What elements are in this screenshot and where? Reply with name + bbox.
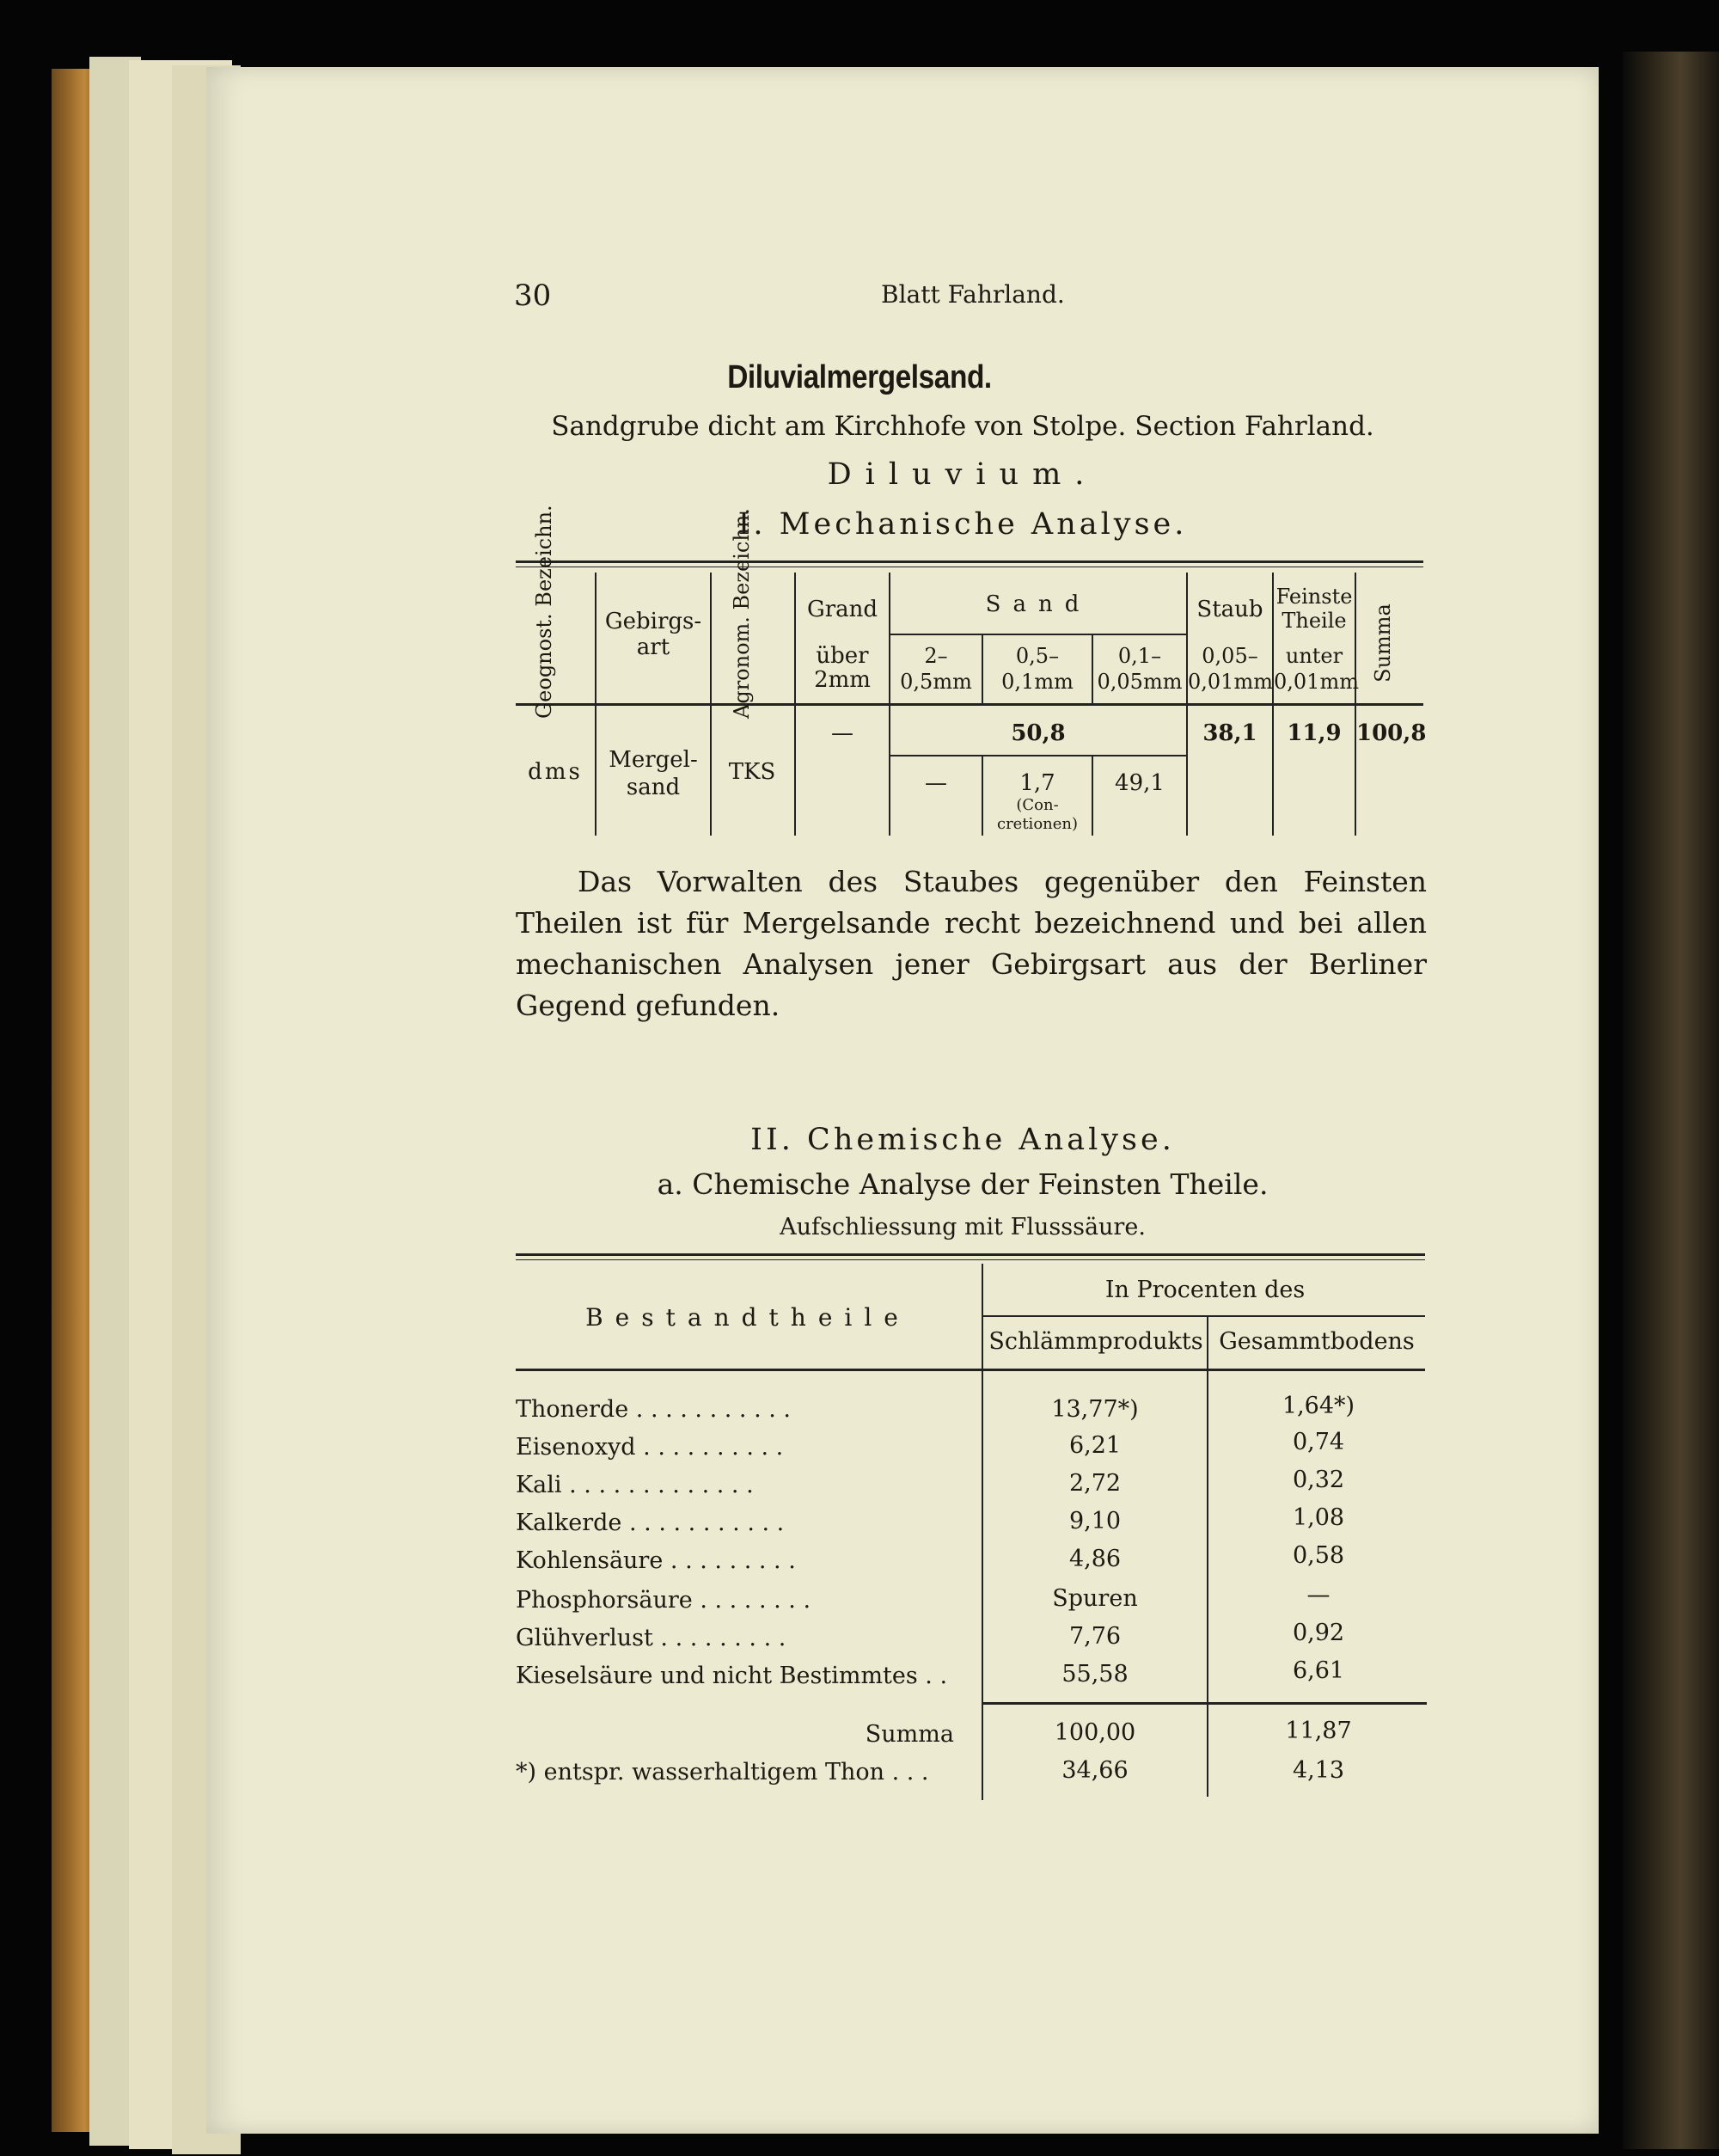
row-label: Thonerde . . . . . . . . . . .: [516, 1396, 792, 1423]
book-cover-edge: [52, 69, 93, 2132]
header-geognost: Geognost. Bezeichn.: [532, 505, 556, 719]
location-line: Sandgrube dicht am Kirchhofe von Stolpe. Section Fahrland.: [551, 411, 1374, 442]
sand-data-rule: [889, 755, 1186, 756]
header-grand-unit: 2mm: [814, 667, 871, 693]
header-staub: Staub: [1196, 597, 1263, 622]
summa-rule: [983, 1702, 1427, 1705]
cell-grand: —: [831, 720, 853, 746]
table-header-rule: [516, 1369, 1425, 1371]
footnote-label: *) entspr. wasserhaltigem Thon . . .: [516, 1759, 929, 1785]
summa-label: Summa: [865, 1721, 954, 1748]
facing-page-edge: [1623, 52, 1719, 2149]
row-label: Kali . . . . . . . . . . . . .: [516, 1472, 754, 1498]
row-value-schlaemm: 9,10: [1068, 1508, 1122, 1534]
row-label: Eisenoxyd . . . . . . . . . .: [516, 1434, 784, 1461]
row-value-gesammt: 0,74: [1292, 1429, 1345, 1455]
page-number: 30: [514, 279, 552, 313]
row-value-gesammt: 0,58: [1292, 1542, 1345, 1569]
header-sand-col1: 2–0,5mm: [900, 644, 972, 694]
header-staub-sub: 0,05–0,01mm: [1188, 644, 1273, 694]
row-label: Kieselsäure und nicht Bestimmtes . .: [516, 1663, 948, 1689]
formation-heading: Diluvium.: [827, 457, 1098, 492]
row-value-gesammt: 0,92: [1292, 1620, 1345, 1646]
row-label: Kalkerde . . . . . . . . . . .: [516, 1510, 785, 1536]
summa-value-schlaemm: 100,00: [1054, 1719, 1136, 1746]
row-value-gesammt: —: [1306, 1582, 1331, 1608]
sand-sub-rule: [889, 634, 1186, 635]
footnote-value-schlaemm: 34,66: [1061, 1757, 1129, 1784]
row-value-gesammt: 0,32: [1292, 1467, 1345, 1493]
header-schlaemm: Schlämmprodukts: [988, 1328, 1203, 1355]
cell-sand-col2-note: (Con-cretionen): [996, 796, 1079, 833]
header-sand: Sand: [985, 591, 1092, 617]
section2-note: Aufschliessung mit Flusssäure.: [780, 1214, 1146, 1240]
footnote-value-gesammt: 4,13: [1292, 1757, 1345, 1784]
table-top-rule: [516, 560, 1423, 567]
header-feinste-sub: unter 0,01mm: [1274, 644, 1359, 694]
col-divider: [1355, 573, 1356, 836]
cell-summa: 100,8: [1356, 720, 1427, 746]
cell-feinste: 11,9: [1287, 720, 1342, 746]
header-bestandtheile: Bestandtheile: [585, 1303, 910, 1332]
header-grand: Grand: [806, 597, 878, 622]
cell-staub: 38,1: [1202, 720, 1257, 746]
header-sand-col2: 0,5–0,1mm: [1001, 644, 1074, 694]
cell-geognost: dms: [528, 759, 583, 785]
row-value-gesammt: 1,64*): [1282, 1393, 1355, 1419]
header-gesammt: Gesammtbodens: [1219, 1328, 1415, 1355]
table-top-rule: [516, 1253, 1425, 1260]
row-value-schlaemm: 6,21: [1068, 1432, 1122, 1459]
section2-subheading: a. Chemische Analyse der Feinsten Theile.: [657, 1167, 1269, 1201]
page-title: Diluvialmergelsand.: [727, 359, 992, 395]
header-gebirgsart: Gebirgs-art: [604, 609, 702, 660]
row-value-gesammt: 1,08: [1292, 1504, 1345, 1531]
body-paragraph: [516, 861, 1427, 1026]
row-value-gesammt: 6,61: [1292, 1657, 1345, 1684]
cell-sand-col2: 1,7: [1019, 770, 1055, 796]
col-divider: [710, 573, 712, 836]
paragraph-text: Das Vorwalten des Staubes gegenüber den Feinsten Theilen ist für Mergelsande recht bezeichnend und bei allen mechanischen Analysen jener Gebirgsart aus der Berliner Gegend gefunden.: [516, 865, 1427, 1022]
row-value-schlaemm: 4,86: [1068, 1546, 1122, 1572]
row-value-schlaemm: Spuren: [1052, 1585, 1138, 1612]
header-agronom: Agronom. Bezeichn.: [730, 508, 754, 719]
cell-sand-col3: 49,1: [1115, 770, 1165, 796]
row-value-schlaemm: 2,72: [1068, 1470, 1122, 1497]
header-grand-sub: über: [816, 643, 869, 669]
cell-gebirgsart: Mergel-sand: [609, 747, 698, 800]
table-header-rule: [516, 703, 1423, 706]
section1-heading: I. Mechanische Analyse.: [737, 507, 1188, 542]
cell-agronom: TKS: [728, 759, 776, 785]
section2-heading: II. Chemische Analyse.: [750, 1123, 1175, 1157]
header-feinste: Feinste Theile: [1275, 585, 1353, 633]
row-label: Kohlensäure . . . . . . . . .: [516, 1547, 796, 1574]
row-label: Glühverlust . . . . . . . . .: [516, 1625, 786, 1651]
row-value-schlaemm: 55,58: [1061, 1661, 1129, 1687]
row-label: Phosphorsäure . . . . . . . .: [516, 1587, 811, 1614]
cell-sand-total: 50,8: [1011, 720, 1066, 746]
running-title: Blatt Fahrland.: [881, 280, 1065, 309]
cell-sand-col1: —: [925, 770, 947, 796]
header-summa: Summa: [1371, 603, 1395, 683]
summa-value-gesammt: 11,87: [1285, 1718, 1352, 1744]
row-value-schlaemm: 7,76: [1068, 1623, 1122, 1650]
row-value-schlaemm: 13,77*): [1051, 1396, 1139, 1423]
header-sand-col3: 0,1–0,05mm: [1097, 644, 1183, 694]
header-group: In Procenten des: [1104, 1277, 1306, 1303]
group-rule: [983, 1315, 1425, 1317]
